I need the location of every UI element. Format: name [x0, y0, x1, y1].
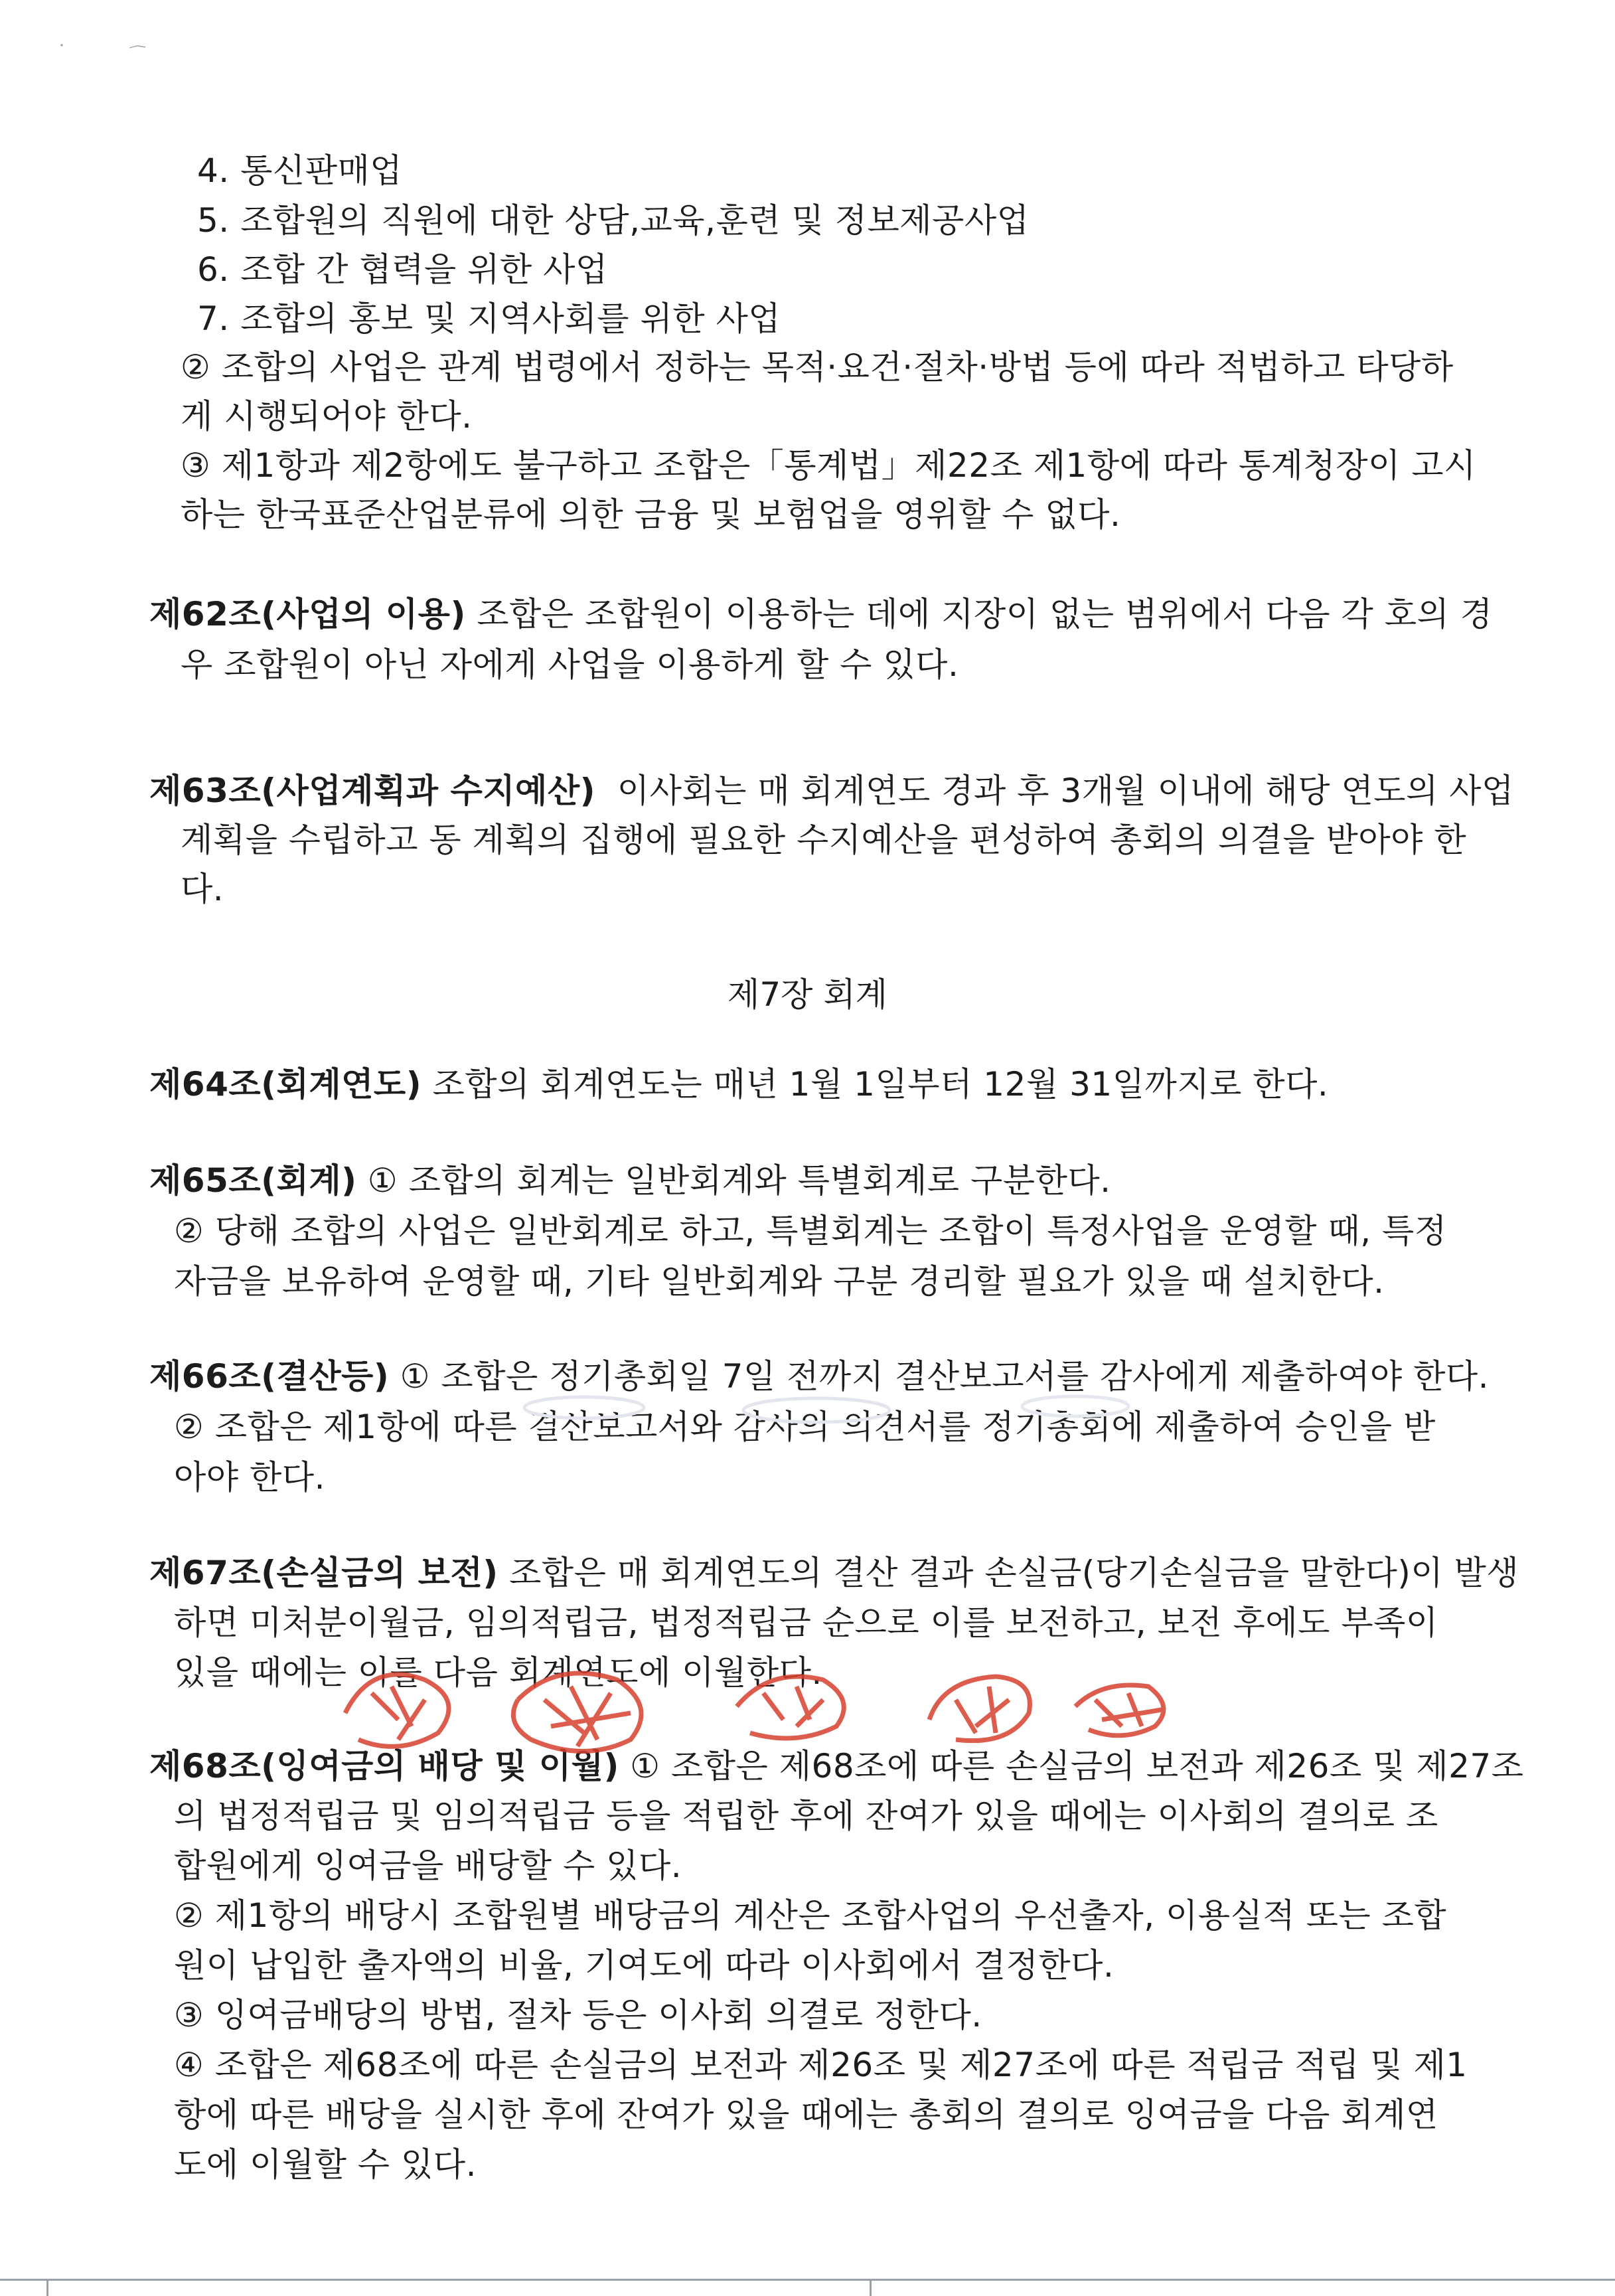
line-text: 우 조합원이 아닌 자에게 사업을 이용하게 할 수 있다.	[181, 645, 959, 684]
line-text: ② 제1항의 배당시 조합원별 배당금의 계산은 조합사업의 우선출자, 이용실적 또는 조합	[174, 1896, 1447, 1935]
art-65-line	[149, 1159, 1111, 1202]
line-text: 이사회는 매 회계연도 경과 후 3개월 이내에 해당 연도의 사업	[595, 772, 1514, 810]
line-text: ② 조합의 사업은 관계 법령에서 정하는 목적·요건·절차·방법 등에 따라 적법하고 타당하	[181, 348, 1454, 386]
art-65-line	[174, 1260, 1385, 1303]
line-text: ③ 제1항과 제2항에도 불구하고 조합은「통계법」제22조 제1항에 따라 통계청장이 고시	[181, 446, 1476, 485]
article-title: 제66조(결산등)	[149, 1357, 390, 1396]
para-61-3-line	[181, 493, 1120, 536]
line-text: 합원에게 잉여금을 배당할 수 있다.	[174, 1846, 682, 1885]
art-68-line	[174, 1894, 1446, 1937]
line-text: ① 조합은 정기총회일 7일 전까지 결산보고서를 감사에게 제출하여야 한다.	[389, 1357, 1490, 1396]
art-68-line	[174, 1944, 1114, 1987]
line-text: 도에 이월할 수 있다.	[174, 2145, 477, 2184]
line-text: 있을 때에는 이를 다음 회계연도에 이월한다.	[174, 1653, 822, 1692]
article-title: 제67조(손실금의 보전)	[149, 1554, 499, 1592]
seal-stamp-3	[737, 1677, 844, 1738]
art-68-line	[174, 2044, 1468, 2086]
art-67-line	[174, 1601, 1438, 1644]
line-text: 의 법정적립금 및 임의적립금 등을 적립한 후에 잔여가 있을 때에는 이사회의 결의로 조	[174, 1797, 1438, 1835]
article-title: 제65조(회계)	[149, 1161, 357, 1200]
line-text: 6. 조합 간 협력을 위한 사업	[197, 250, 608, 289]
line-text: ① 조합은 제68조에 따른 손실금의 보전과 제26조 및 제27조	[619, 1747, 1524, 1785]
para-61-2-line	[181, 346, 1454, 388]
line-text: ② 조합은 제1항에 따른 결산보고서와 감사의 의견서를 정기총회에 제출하여 승인을 받	[174, 1408, 1436, 1446]
scan-speck	[56, 40, 156, 53]
para-61-2-line	[181, 395, 473, 438]
seal-stamp-4	[929, 1677, 1030, 1741]
line-text: 계획을 수립하고 동 계획의 집행에 필요한 수지예산을 편성하여 총회의 의결을 받아야 한	[181, 821, 1467, 859]
seal-stamp-1	[345, 1675, 449, 1747]
line-text: ④ 조합은 제68조에 따른 손실금의 보전과 제26조 및 제27조에 따른 적립금 적립 및 제1	[174, 2046, 1468, 2084]
faint-stamp-shadow	[0, 1381, 1615, 1434]
item-6-line	[197, 248, 608, 291]
para-61-3-line	[181, 444, 1476, 487]
seal-stamp-5	[1075, 1685, 1164, 1736]
line-text: 조합은 조합원이 이용하는 데에 지장이 없는 범위에서 다음 각 호의 경	[465, 595, 1493, 633]
article-title: 제64조(회계연도)	[149, 1065, 422, 1104]
line-text: 자금을 보유하여 운영할 때, 기타 일반회계와 구분 경리할 필요가 있을 때 설치한다.	[174, 1262, 1385, 1301]
line-text: 항에 따른 배당을 실시한 후에 잔여가 있을 때에는 총회의 결의로 잉여금을 다음 회계연	[174, 2095, 1438, 2134]
art-68-line	[174, 1845, 682, 1887]
art-68-line	[174, 1994, 982, 2036]
bottom-tick	[46, 2279, 48, 2296]
bottom-tick	[870, 2279, 872, 2296]
art-63-line	[149, 770, 1514, 812]
line-text: 조합의 회계연도는 매년 1월 1일부터 12월 31일까지로 한다.	[422, 1065, 1329, 1104]
line-text: ③ 잉여금배당의 방법, 절차 등은 이사회 의결로 정한다.	[174, 1996, 982, 2034]
line-text: 원이 납입한 출자액의 비율, 기여도에 따라 이사회에서 결정한다.	[174, 1946, 1115, 1985]
line-text: 5. 조합원의 직원에 대한 상담,교육,훈련 및 정보제공사업	[197, 201, 1030, 240]
line-text: 조합은 매 회계연도의 결산 결과 손실금(당기손실금을 말한다)이 발생	[498, 1554, 1519, 1592]
art-66-line	[174, 1456, 325, 1499]
art-68-line	[174, 2093, 1438, 2136]
art-63-line	[181, 819, 1466, 861]
art-62-line	[181, 643, 959, 686]
seal-stamp-2	[513, 1673, 641, 1752]
article-title: 제63조(사업계획과 수지예산)	[149, 772, 595, 810]
line-text: 7. 조합의 홍보 및 지역사회를 위한 사업	[197, 299, 781, 338]
art-64-line	[149, 1063, 1328, 1106]
line-text: 아야 한다.	[174, 1458, 325, 1497]
item-4-line	[197, 149, 402, 192]
item-7-line	[197, 297, 781, 340]
item-5-line	[197, 199, 1029, 242]
art-68-line	[174, 2143, 477, 2186]
art-65-line	[174, 1210, 1447, 1252]
art-67-line	[149, 1552, 1519, 1594]
line-text: 4. 통신판매업	[197, 151, 403, 190]
seal-stamps	[0, 1647, 1615, 1766]
line-text: 게 시행되어야 한다.	[181, 397, 473, 436]
chapter-heading: 제7장 회계	[728, 975, 887, 1014]
art-68-line	[174, 1795, 1438, 1837]
line-text: ① 조합의 회계는 일반회계와 특별회계로 구분한다.	[356, 1161, 1111, 1200]
line-text: ② 당해 조합의 사업은 일반회계로 하고, 특별회계는 조합이 특정사업을 운영할 때, 특정	[174, 1212, 1447, 1250]
art-63-line	[181, 868, 224, 910]
article-title: 제62조(사업의 이용)	[149, 595, 466, 633]
bottom-rule	[0, 2279, 1615, 2281]
art-62-line	[149, 593, 1493, 635]
article-title: 제68조(잉여금의 배당 및 이월)	[149, 1747, 619, 1785]
line-text: 다.	[181, 870, 224, 908]
line-text: 하는 한국표준산업분류에 의한 금융 및 보험업을 영위할 수 없다.	[181, 495, 1121, 534]
line-text: 하면 미처분이월금, 임의적립금, 법정적립금 순으로 이를 보전하고, 보전 후에도 부족이	[174, 1603, 1438, 1642]
